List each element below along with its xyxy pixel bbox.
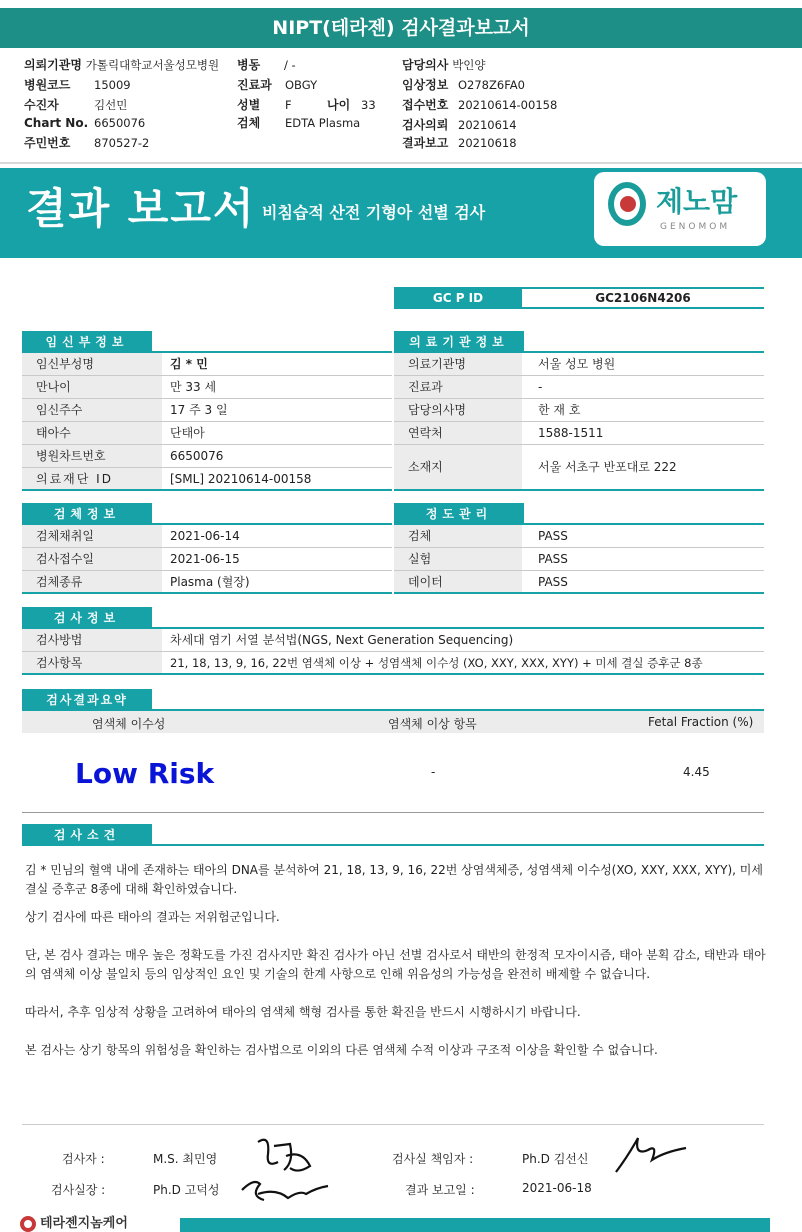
qc-row	[394, 525, 764, 548]
institution-row	[394, 422, 764, 445]
request-value: 20210614	[458, 118, 517, 132]
patient-label: 수진자	[24, 98, 59, 112]
pregnant-row-value: 만 33 세	[170, 380, 217, 394]
specimen-section-title: 검체정보	[22, 503, 152, 525]
tester-name: M.S. 최민영	[153, 1152, 218, 1166]
lab-head-name: Ph.D 김선신	[522, 1152, 589, 1166]
institution-row	[394, 353, 764, 376]
qc-section-title: 정도관리	[394, 503, 524, 525]
clinical-label: 임상정보	[402, 78, 449, 92]
findings-section-header	[22, 824, 764, 846]
specimen-row-label: 검체채취일	[22, 525, 162, 547]
chart-value: 6650076	[94, 116, 146, 130]
pregnant-row	[22, 422, 392, 445]
company-logo	[20, 1212, 128, 1232]
pregnant-row-label: 임신부성명	[22, 353, 162, 375]
company-logo-icon	[20, 1216, 36, 1232]
doctor-label: 담당의사	[402, 58, 449, 72]
lab-head-signature	[608, 1130, 694, 1178]
ward-value: / -	[284, 58, 296, 72]
lab-head-label: 검사실 책임자 :	[392, 1152, 474, 1166]
specimen-row-label: 검체종류	[22, 571, 162, 592]
specimen-row-label: 검사접수일	[22, 548, 162, 570]
report-value: 20210618	[458, 136, 517, 150]
findings-section-title: 검사소견	[22, 824, 152, 846]
company-name: 테라젠지놈케어	[40, 1216, 128, 1231]
summary-col-ff: Fetal Fraction (%)	[648, 715, 754, 729]
clinic-label: 의뢰기관명	[24, 58, 82, 72]
age-value: 33	[361, 98, 376, 112]
logo-brand: 제노맘	[656, 185, 738, 218]
qc-row-label: 검체	[394, 525, 522, 547]
pregnant-row	[22, 445, 392, 468]
request-label: 검사의뢰	[402, 118, 449, 132]
genomom-logo	[594, 172, 766, 246]
rrn-value: 870527-2	[94, 136, 150, 150]
institution-row	[394, 399, 764, 422]
institution-row-value: 한 재 호	[538, 403, 581, 417]
pregnant-row-label: 만나이	[22, 376, 162, 398]
sex-value: F	[285, 98, 292, 112]
summary-table-header	[22, 711, 764, 733]
tester-label: 검사자 :	[62, 1152, 105, 1166]
institution-row-label: 담당의사명	[394, 399, 522, 421]
pregnant-row-value: 김 * 민	[170, 357, 208, 371]
specimen-section-header	[22, 503, 392, 525]
report-title: NIPT(테라젠) 검사결과보고서	[0, 8, 802, 48]
qc-row	[394, 548, 764, 571]
lab-chief-name: Ph.D 고덕성	[153, 1183, 220, 1197]
pregnant-row-value: 단태아	[170, 426, 205, 440]
institution-row-value: 서울 서초구 반포대로 222	[538, 460, 677, 474]
summary-bottom-line	[22, 812, 764, 813]
logo-baby-icon	[620, 196, 636, 212]
lab-chief-signature	[236, 1170, 332, 1210]
qc-row-label: 데이터	[394, 571, 522, 592]
qc-row-value: PASS	[538, 575, 568, 589]
age-label: 나이	[327, 98, 351, 112]
dept-label: 진료과	[237, 78, 272, 92]
pregnant-row-label: 의료재단 ID	[22, 468, 162, 489]
rrn-label: 주민번호	[24, 136, 71, 150]
findings-paragraph-1: 김 * 민님의 혈액 내에 존재하는 태아의 DNA를 분석하여 21, 18, 13, 9, 16, 22번 상염색체증, 성염색체 이수성(XO, XXY, XXX, XYY), 미세 결실 증후군 8종에 대해 확인하였습니다.	[25, 863, 763, 896]
specimen-row	[22, 525, 392, 548]
risk-result: Low Risk	[75, 757, 215, 790]
logo-brand-sub: GENOMOM	[660, 222, 731, 232]
institution-row	[394, 445, 764, 491]
pregnant-row-value: 6650076	[170, 449, 224, 463]
test-row-label: 검사방법	[22, 629, 162, 651]
fetal-fraction-value: 4.45	[683, 765, 710, 779]
gcpid-label: GC P ID	[394, 287, 522, 309]
institution-section-title: 의료기관정보	[394, 331, 524, 353]
pregnant-row-value: 17 주 3 일	[170, 403, 228, 417]
institution-row-value: 서울 성모 병원	[538, 357, 616, 371]
gcpid-value: GC2106N4206	[522, 287, 764, 309]
clinical-value: O278Z6FA0	[458, 78, 525, 92]
ward-label: 병동	[237, 58, 261, 72]
pregnant-row-label: 태아수	[22, 422, 162, 444]
summary-col-aneuploidy: 염색체 이수성	[92, 717, 166, 731]
test-row	[22, 652, 764, 675]
hospcode-value: 15009	[94, 78, 131, 92]
banner-title: 결과 보고서	[26, 184, 256, 233]
test-row	[22, 629, 764, 652]
institution-row-value: 1588-1511	[538, 426, 604, 440]
report-date-label: 결과 보고일 :	[405, 1183, 475, 1197]
header-info	[0, 52, 802, 162]
pregnant-section-title: 임신부정보	[22, 331, 152, 353]
receipt-value: 20210614-00158	[458, 98, 558, 112]
summary-section-title: 검사결과요약	[22, 689, 152, 711]
findings-paragraph-3: 단, 본 검사 결과는 매우 높은 정확도를 가진 검사지만 확진 검사가 아닌 선별 검사로서 태반의 한정적 모자이시즘, 태아 분획 감소, 태반과 태아의 염색체 이상 불일치 등의 임상적인 요인 및 기술의 한계 사항으로 인해 위음성의 가능성을 완전히 배제할 수 없습니다.	[25, 948, 766, 981]
pregnant-row	[22, 468, 392, 491]
pregnant-row	[22, 353, 392, 376]
lab-chief-label: 검사실장 :	[51, 1183, 106, 1197]
qc-section-header	[394, 503, 764, 525]
institution-row-label: 진료과	[394, 376, 522, 398]
institution-row	[394, 376, 764, 399]
hospcode-label: 병원코드	[24, 78, 71, 92]
result-banner	[0, 168, 802, 258]
qc-row-value: PASS	[538, 529, 568, 543]
test-section-header	[22, 607, 764, 629]
abnormal-value: -	[431, 765, 436, 779]
specimen-row-value: Plasma (혈장)	[170, 575, 250, 589]
summary-col-abnormal: 염색체 이상 항목	[388, 717, 477, 731]
doctor-value: 박인양	[452, 58, 486, 72]
qc-row	[394, 571, 764, 594]
test-row-value: 21, 18, 13, 9, 16, 22번 염색체 이상 + 성염색체 이수성 (XO, XXY, XXX, XYY) + 미세 결실 증후군 8종	[170, 656, 703, 670]
banner-subtitle: 비침습적 산전 기형아 선별 검사	[262, 203, 486, 222]
sex-label: 성별	[237, 98, 261, 112]
pregnant-row-label: 병원차트번호	[22, 445, 162, 467]
specimen-value: EDTA Plasma	[285, 116, 361, 130]
findings-paragraph-4: 따라서, 추후 임상적 상황을 고려하여 태아의 염색체 핵형 검사를 통한 확진을 반드시 시행하시기 바랍니다.	[25, 1005, 581, 1019]
report-date-value: 2021-06-18	[522, 1181, 592, 1195]
signature-divider	[22, 1124, 764, 1125]
institution-section-header	[394, 331, 764, 353]
pregnant-section-header	[22, 331, 392, 353]
institution-row-label: 연락처	[394, 422, 522, 444]
specimen-row-value: 2021-06-15	[170, 552, 240, 566]
test-row-value: 차세대 염기 서열 분석법(NGS, Next Generation Sequencing)	[170, 633, 514, 647]
clinic-value: 가톨릭대학교서울성모병원	[85, 58, 220, 72]
summary-section-header	[22, 689, 764, 711]
specimen-row	[22, 571, 392, 594]
test-section-title: 검사정보	[22, 607, 152, 629]
footer-bar	[180, 1218, 770, 1232]
qc-row-label: 실험	[394, 548, 522, 570]
specimen-label: 검체	[237, 116, 261, 130]
report-label: 결과보고	[402, 136, 449, 150]
institution-row-label: 의료기관명	[394, 353, 522, 375]
receipt-label: 접수번호	[402, 98, 449, 112]
qc-row-value: PASS	[538, 552, 568, 566]
pregnant-row	[22, 399, 392, 422]
institution-row-value: -	[538, 380, 543, 394]
test-row-label: 검사항목	[22, 652, 162, 673]
findings-paragraph-2: 상기 검사에 따른 태아의 결과는 저위험군입니다.	[25, 910, 280, 924]
header-divider	[0, 162, 802, 164]
dept-value: OBGY	[285, 78, 318, 92]
specimen-row	[22, 548, 392, 571]
findings-paragraph-5: 본 검사는 상기 항목의 위험성을 확인하는 검사법으로 이외의 다른 염색체 수적 이상과 구조적 이상을 확인할 수 없습니다.	[25, 1043, 658, 1057]
pregnant-row-value: [SML] 20210614-00158	[170, 472, 312, 486]
chart-label: Chart No.	[24, 116, 89, 130]
patient-value: 김선민	[94, 98, 128, 112]
pregnant-row-label: 임신주수	[22, 399, 162, 421]
pregnant-row	[22, 376, 392, 399]
specimen-row-value: 2021-06-14	[170, 529, 240, 543]
institution-row-label: 소재지	[394, 445, 522, 489]
